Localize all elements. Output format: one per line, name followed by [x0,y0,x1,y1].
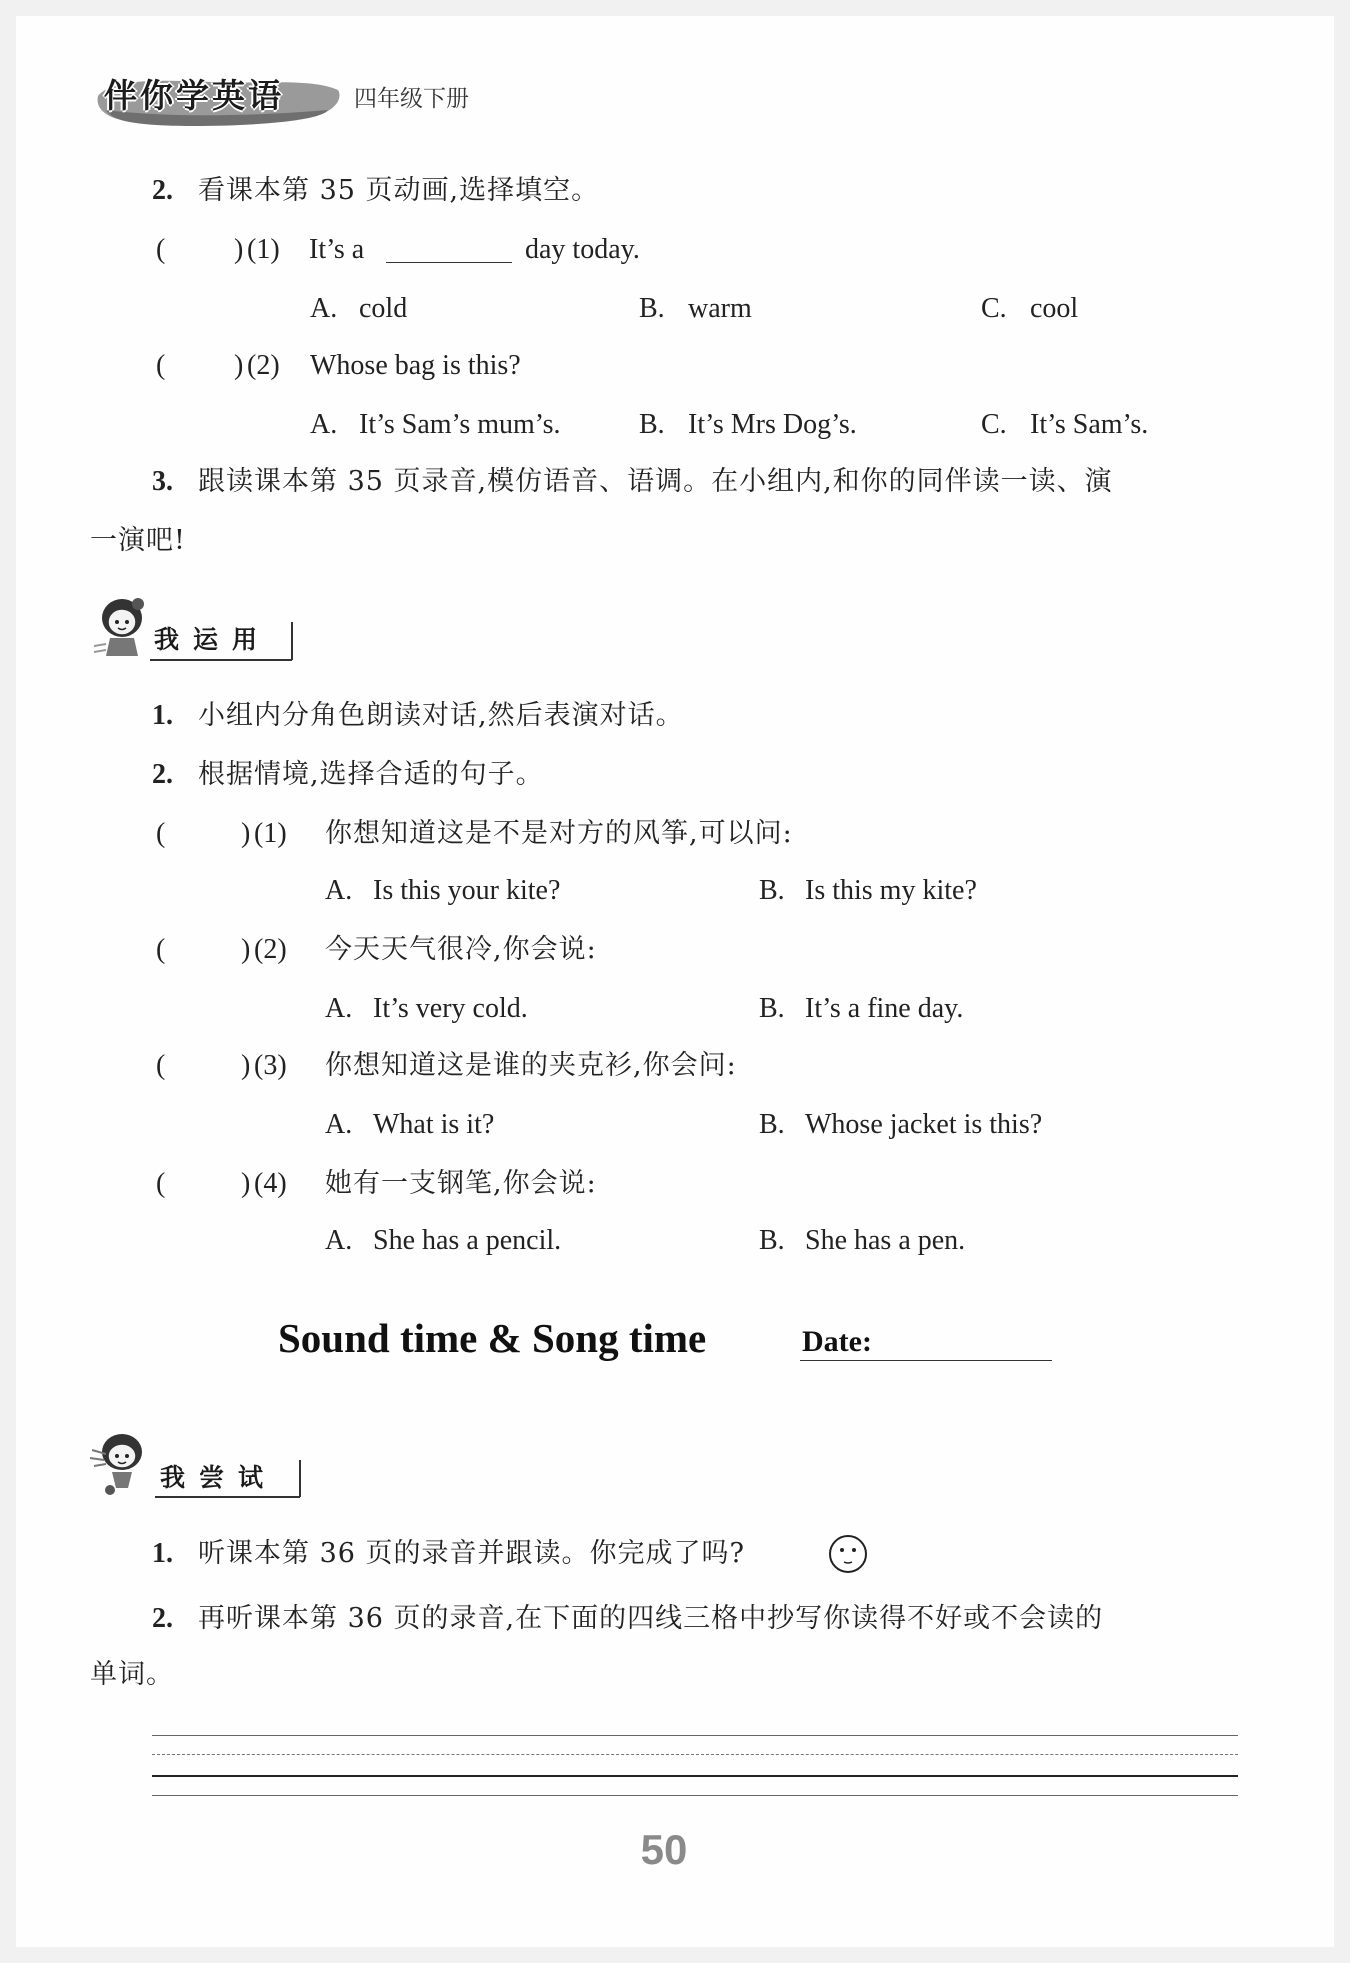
item-label: (1) [247,234,280,265]
option-text: She has a pencil. [373,1225,562,1256]
answer-bracket-right: ) [234,234,244,265]
question-row [0,464,1350,500]
option-text: She has a pen. [805,1225,966,1256]
question-text: 一演吧! [90,525,186,556]
girl-mascot-icon [92,594,152,662]
section-title-use: 我运用 [154,625,272,654]
question-text: 听课本第 36 页的录音并跟读。你完成了吗? [198,1538,745,1569]
question-number: 2. [152,175,173,206]
question-row-continued [0,1657,1350,1693]
options-row [0,1223,1350,1259]
date-write-line [800,1360,1052,1361]
option-letter: A. [325,1225,353,1256]
options-row [0,291,1350,327]
option-text: cold [359,293,408,324]
fill-in-blank [386,262,512,263]
item-question: 今天天气很冷,你会说: [325,934,597,965]
item-label: (1) [254,818,287,849]
question-number: 1. [152,1538,173,1569]
logo-text: 伴你学英语 [104,76,284,115]
section-underline [150,659,292,661]
question-number: 2. [152,759,173,790]
item-label: (3) [254,1050,287,1081]
option-text: Whose jacket is this? [805,1109,1043,1140]
question-number: 2. [152,1603,173,1634]
option-letter: A. [325,875,353,906]
option-letter: C. [981,293,1007,324]
option-letter: A. [325,1109,353,1140]
option-text: It’s Mrs Dog’s. [688,409,857,440]
question-text: 根据情境,选择合适的句子。 [198,759,544,790]
page-number: 50 [640,1826,688,1873]
answer-bracket-left: ( [156,818,166,849]
question-text: 再听课本第 36 页的录音,在下面的四线三格中抄写你读得不好或不会读的 [198,1603,1104,1634]
option-letter: B. [639,409,665,440]
choice-item [0,348,1350,384]
writing-guide-line-bottom [152,1795,1238,1796]
question-row [0,698,1350,734]
answer-bracket-left: ( [156,234,166,265]
question-row [0,1536,1350,1572]
question-text: 看课本第 35 页动画,选择填空。 [198,175,600,206]
item-label: (2) [247,350,280,381]
answer-bracket-right: ) [241,934,251,965]
girl-mascot-icon [88,1430,152,1498]
item-label: (4) [254,1168,287,1199]
writing-guide-line-mid [152,1754,1238,1755]
writing-guide-line-base [152,1775,1238,1777]
option-letter: A. [325,993,353,1024]
options-row [0,1107,1350,1143]
question-text: 小组内分角色朗读对话,然后表演对话。 [198,700,684,731]
question-row [0,173,1350,209]
question-row-continued [0,523,1350,559]
option-text: cool [1030,293,1079,324]
choice-item [0,1048,1350,1084]
answer-bracket-right: ) [241,1050,251,1081]
option-letter: A. [310,409,338,440]
option-letter: B. [639,293,665,324]
date-label: Date: [802,1325,872,1358]
option-letter: B. [759,1109,785,1140]
section-title-try: 我尝试 [160,1463,278,1492]
answer-bracket-right: ) [241,818,251,849]
item-text-after-blank: day today. [525,234,640,265]
choice-item [0,1166,1350,1202]
option-text: What is it? [373,1109,495,1140]
option-letter: B. [759,875,785,906]
item-question: 你想知道这是不是对方的风筝,可以问: [325,818,793,849]
option-text: Is this your kite? [373,875,561,906]
lesson-title: Sound time & Song time [278,1315,707,1361]
question-number: 1. [152,700,173,731]
option-text: Is this my kite? [805,875,977,906]
choice-item [0,232,1350,268]
writing-guide-line-top [152,1735,1238,1736]
options-row [0,991,1350,1027]
question-row [0,757,1350,793]
item-label: (2) [254,934,287,965]
item-text-before-blank: It’s a [309,234,365,265]
question-text: 跟读课本第 35 页录音,模仿语音、语调。在小组内,和你的同伴读一读、演 [198,466,1113,497]
options-row [0,407,1350,443]
section-divider [291,622,293,660]
answer-bracket-left: ( [156,1168,166,1199]
option-letter: B. [759,993,785,1024]
section-underline [155,1496,300,1498]
answer-bracket-left: ( [156,1050,166,1081]
option-text: It’s very cold. [373,993,528,1024]
option-text: It’s Sam’s. [1030,409,1149,440]
question-number: 3. [152,466,173,497]
answer-bracket-left: ( [156,934,166,965]
item-question: 你想知道这是谁的夹克衫,你会问: [325,1050,737,1081]
question-row [0,1601,1350,1637]
option-text: warm [688,293,752,324]
option-text: It’s a fine day. [805,993,964,1024]
choice-item [0,816,1350,852]
option-letter: A. [310,293,338,324]
item-question: 她有一支钢笔,你会说: [325,1168,597,1199]
answer-bracket-left: ( [156,350,166,381]
option-letter: B. [759,1225,785,1256]
answer-bracket-right: ) [241,1168,251,1199]
smiley-face-icon [827,1533,869,1575]
option-text: It’s Sam’s mum’s. [359,409,561,440]
options-row [0,873,1350,909]
section-divider [299,1460,301,1497]
grade-label: 四年级下册 [354,86,469,112]
item-question: Whose bag is this? [310,350,521,381]
option-letter: C. [981,409,1007,440]
question-text: 单词。 [90,1659,174,1690]
answer-bracket-right: ) [234,350,244,381]
choice-item [0,932,1350,968]
